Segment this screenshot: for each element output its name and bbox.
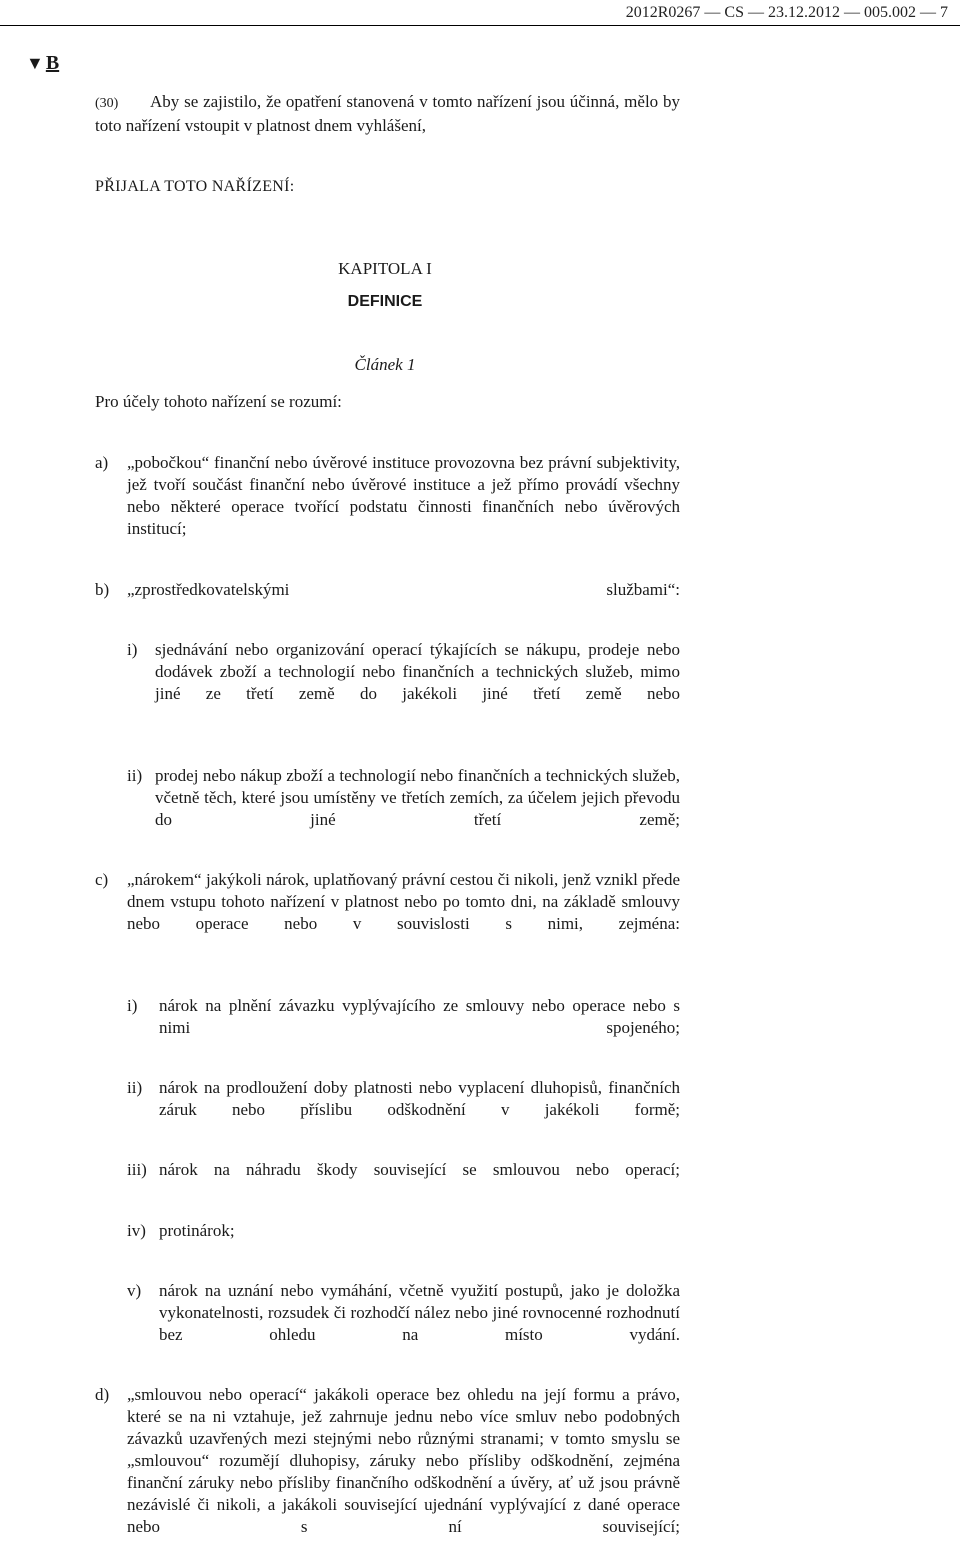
recital-30 — [95, 91, 680, 137]
article-label: Článek 1 — [354, 355, 416, 374]
item-text: „zprostředkovatelskými službami“: — [127, 580, 680, 599]
item-label: i) — [127, 996, 138, 1015]
item-label: iii) — [127, 1160, 147, 1179]
amendment-letter: B — [45, 52, 60, 74]
item-label: b) — [95, 580, 110, 599]
item-text: nárok na plnění závazku vyplývajícího ze smlouvy nebo operace nebo s nimi spojeného; — [159, 996, 680, 1037]
running-header — [0, 0, 960, 26]
chapter-label: KAPITOLA I — [338, 259, 432, 278]
chapter-title: DEFINICE — [347, 293, 423, 310]
item-label: a) — [95, 453, 109, 472]
item-text: nárok na náhradu škody související se smlouvou nebo operací; — [159, 1160, 680, 1179]
article-intro: Pro účely tohoto nařízení se rozumí: — [95, 392, 342, 411]
item-label: c) — [95, 870, 109, 889]
item-label: d) — [95, 1385, 110, 1404]
item-label: v) — [127, 1281, 142, 1300]
item-text: nárok na uznání nebo vymáhání, včetně využití postupů, jako je doložka vykonatelnosti, rozsudek či rozhodčí nález nebo jiné rovnocenné rozhodnutí bez ohledu na místo vydání. — [159, 1281, 680, 1344]
recital-number: (30) — [95, 96, 119, 111]
recital-text: Aby se zajistilo, že opatření stanovená v tomto nařízení jsou účinná, mělo by toto nařízení vstoupit v platnost dnem vyhlášení, — [95, 92, 680, 135]
item-label: iv) — [127, 1221, 146, 1240]
item-text: nárok na prodloužení doby platnosti nebo vyplacení dluhopisů, finančních záruk nebo příslibu odškodnění v jakékoli formě; — [159, 1078, 680, 1119]
item-label: i) — [127, 640, 138, 659]
item-label: ii) — [127, 766, 143, 785]
item-text: prodej nebo nákup zboží a technologií nebo finančních a technických služeb, včetně těch, které jsou umístěny ve třetích zemích, za účelem jejich převodu do jiné třetí země; — [155, 766, 680, 829]
triangle-down-icon: ▼ — [26, 53, 44, 73]
item-text: „smlouvou nebo operací“ jakákoli operace bez ohledu na její formu a právo, které se na ni vztahuje, jež zahrnuje jednu nebo více smluv nebo podobných závazků uzavřených mezi stejnými nebo různými stranami; v tomto smyslu se „smlouvou“ rozumějí dluhopisy, záruky nebo přísliby odškodnění, zejména finanční záruky nebo přísliby finančního odškodnění a úvěry, ať už jsou právně nezávislé či nikoli, a jakákoli související ujednání vyplývající z dané operace nebo s ní související; — [127, 1385, 680, 1536]
item-text: protinárok; — [159, 1221, 235, 1240]
item-label: ii) — [127, 1078, 143, 1097]
running-head-text: 2012R0267 — CS — 23.12.2012 — 005.002 — 7 — [625, 4, 948, 21]
item-text: sjednávání nebo organizování operací týkajících se nákupu, prodeje nebo dodávek zboží a technologií nebo finančních a technických služeb, mimo jiné ze třetí země do jakékoli jiné třetí země nebo — [155, 640, 680, 703]
header-rule — [0, 25, 960, 26]
amendment-marker — [26, 52, 59, 75]
item-text: „nárokem“ jakýkoli nárok, uplatňovaný právní cestou či nikoli, jenž vznikl přede dnem vstupu tohoto nařízení v platnost nebo po tomto dni, na základě smlouvy nebo operace nebo v souvislosti s nimi, zejména: — [127, 870, 680, 933]
item-text: „pobočkou“ finanční nebo úvěrové instituce provozovna bez právní subjektivity, jež tvoří součást finanční nebo úvěrové instituce a jež přímo provádí všechny nebo některé operace tvořící podstatu činnosti finančních nebo úvěrových institucí; — [127, 453, 680, 538]
adoption-formula: PŘIJALA TOTO NAŘÍZENÍ: — [95, 178, 295, 195]
